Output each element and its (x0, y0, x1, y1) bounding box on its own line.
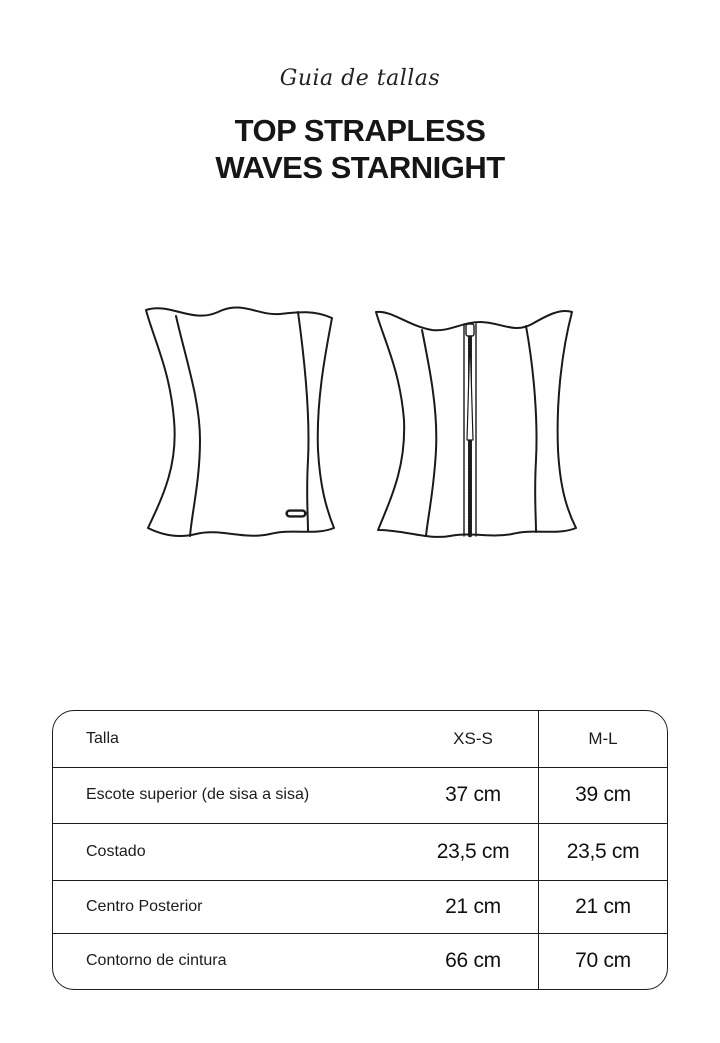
size-header-label: Talla (53, 711, 408, 767)
measure-value-xs-s: 66 cm (445, 949, 501, 973)
garment-illustration (130, 290, 590, 550)
measure-value-m-l: 39 cm (575, 783, 631, 806)
measure-label: Contorno de cintura (86, 952, 227, 970)
table-row (53, 880, 667, 933)
size-table-container (52, 710, 668, 990)
measure-label: Centro Posterior (53, 880, 408, 933)
size-table-header-row (53, 711, 667, 767)
page-title-line-2: WAVES STARNIGHT (215, 150, 505, 185)
front-outline (146, 307, 334, 536)
size-table (53, 711, 667, 989)
front-right-seam (298, 312, 309, 531)
size-header-xs-s: XS-S (453, 728, 493, 748)
table-row (53, 767, 667, 823)
back-view-drawing (376, 311, 576, 537)
table-row (53, 823, 667, 880)
back-left-seam (422, 330, 436, 536)
measure-value-m-l: 23,5 cm (566, 839, 640, 863)
size-header-m-l: M-L (588, 728, 618, 748)
measure-value-xs-s: 21 cm (445, 894, 501, 918)
measure-value-m-l: 70 cm (575, 949, 631, 973)
zipper-pull-tail (467, 336, 473, 440)
zipper-pull (466, 324, 474, 336)
measure-value-xs-s: 37 cm (445, 783, 501, 806)
measure-label: Costado (53, 823, 408, 880)
page-subtitle: Guia de tallas (279, 66, 441, 91)
front-view-drawing (146, 307, 334, 536)
front-left-seam (176, 316, 200, 536)
measure-value-m-l: 21 cm (575, 894, 631, 918)
back-right-seam (526, 326, 537, 532)
page-title-line-1: TOP STRAPLESS (234, 113, 486, 148)
table-row (53, 933, 667, 989)
measure-value-xs-s: 23,5 cm (436, 839, 510, 863)
measure-label: Escote superior (de sisa a sisa) (53, 767, 408, 823)
